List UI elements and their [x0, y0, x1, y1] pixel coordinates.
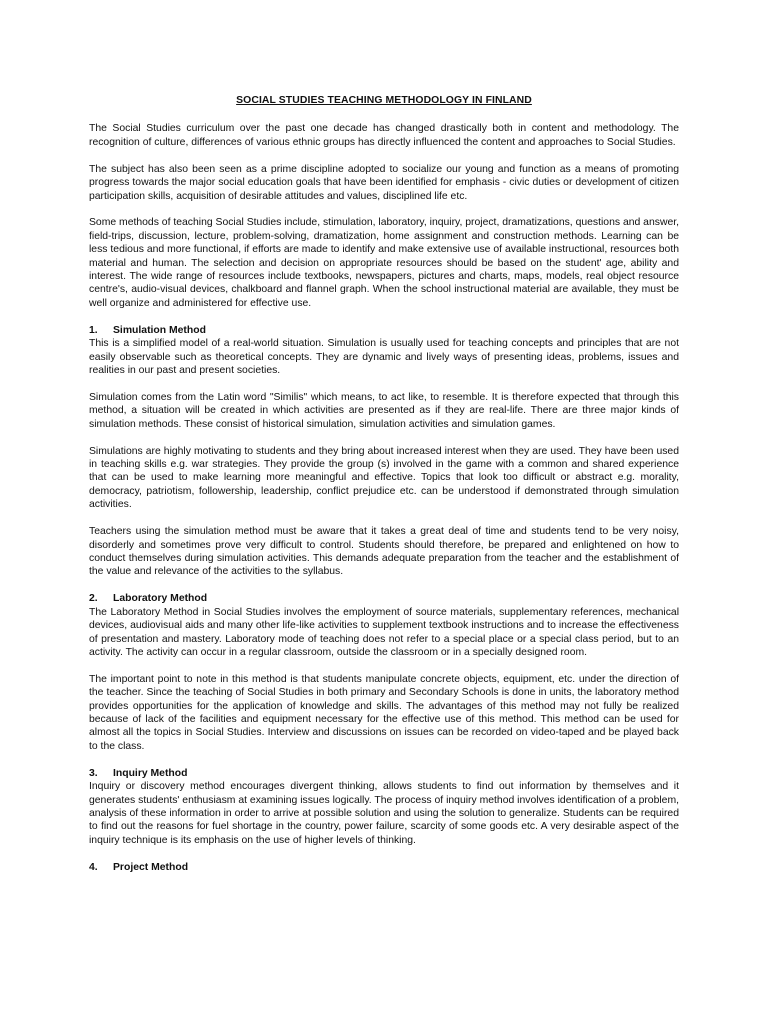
- document-page: [89, 94, 679, 874]
- section-paragraph: Teachers using the simulation method must be aware that it takes a great deal of time and students tend to be very noisy, disorderly and sometimes prove very difficult to control. Students should therefore, be prepared and enlightened on how to conduct themselves during simulation activities. This demands adequate preparation from the teacher and the establishment of the value and relevance of the activities to the syllabus.: [89, 526, 679, 578]
- document-title: SOCIAL STUDIES TEACHING METHODOLOGY IN FINLAND: [236, 95, 532, 106]
- section-title: Laboratory Method: [113, 593, 208, 605]
- section-title: Simulation Method: [113, 324, 206, 336]
- section-paragraph: The important point to note in this method is that students manipulate concrete objects, equipment, etc. under the direction of the teacher. Since the teaching of Social Studies in both primary and Secondary Schools is done in units, the laboratory method provides opportunities for the application of knowledge and skills. The advantages of this method may not fully be realized because of lack of the facilities and equipment necessary for the effective use of this method. This method can be used for almost all the topics in Social Studies. Interview and discussions on issues can be recorded on video-taped and be played back to the class.: [89, 673, 679, 752]
- section-paragraph: Inquiry or discovery method encourages divergent thinking, allows students to find out information by themselves and it generates students' enthusiasm at examining issues logically. The process of inquiry method involves identification of a problem, analysis of these information in order to arrive at possible solution and using the solution to generalize. Students can be required to find out the reasons for fuel shortage in the country, power failure, scarcity of some goods etc. A very desirable aspect of the inquiry technique is its emphasis on the use of higher levels of thinking.: [89, 781, 679, 846]
- section-title: Project Method: [113, 861, 189, 873]
- intro-paragraph: The subject has also been seen as a prime discipline adopted to socialize our young and function as a means of promoting progress towards the major social education goals that have been identified for emphasis - civic duties or development of citizen participation skills, acquisition of desirable attitudes and values, disciplined life etc.: [89, 163, 679, 202]
- section-heading-laboratory: [89, 592, 679, 605]
- intro-paragraph: Some methods of teaching Social Studies include, stimulation, laboratory, inquiry, project, dramatizations, questions and answer, field-trips, discussion, lecture, problem-solving, dramatization, home assignment and construction methods. Learning can be less tedious and more functional, if efforts are made to identify and make extensive use of available instructional, resources both material and human. The selection and decision on appropriate resources should be based on the student' age, ability and interest. The wide range of resources include textbooks, newspapers, pictures and charts, maps, models, real object resource centre's, audio-visual devices, chalkboard and flannel graph. When the school instructional material are available, they must be well organize and administered for effective use.: [89, 217, 679, 309]
- section-number: 1.: [89, 324, 98, 336]
- section-paragraph: Simulation comes from the Latin word "Similis" which means, to act like, to resemble. It is therefore expected that through this method, a situation will be created in which activities are presented as if they are real-life. There are three major kinds of simulation methods. These consist of historical simulation, simulation activities and simulation games.: [89, 391, 679, 430]
- section-paragraph: The Laboratory Method in Social Studies involves the employment of source materials, supplementary references, mechanical devices, audiovisual aids and many other life-like activities to supplement textbook instructions and to increase the effectiveness of presentation and mastery. Laboratory mode of teaching does not refer to a special place or a special class period, but to an activity. The activity can occur in a regular classroom, outside the classroom or in a specially designed room.: [89, 606, 679, 658]
- section-title: Inquiry Method: [113, 767, 188, 779]
- section-heading-project: [89, 861, 679, 874]
- section-number: 3.: [89, 767, 98, 779]
- intro-paragraph: The Social Studies curriculum over the past one decade has changed drastically both in content and methodology. The recognition of culture, differences of various ethnic groups has directly influenced the content and approaches to Social Studies.: [89, 123, 679, 148]
- section-number: 2.: [89, 593, 98, 605]
- section-heading-inquiry: [89, 767, 679, 780]
- section-paragraph: Simulations are highly motivating to students and they bring about increased interest when they are used. They have been used in teaching skills e.g. war strategies. They provide the group (s) involved in the game with a common and shared experience that can be used to make learning more meaningful and effective. Topics that look too difficult or abstract e.g. morality, democracy, patriotism, followership, leadership, conflict prejudice etc. can be understood if demonstrated through simulation activities.: [89, 445, 679, 511]
- section-heading-simulation: [89, 324, 679, 337]
- section-number: 4.: [89, 861, 98, 873]
- section-paragraph: This is a simplified model of a real-world situation. Simulation is usually used for teaching concepts and principles that are not easily observable such as theoretical concepts. They are dynamic and lively ways of presenting ideas, problems, issues and realities in our past and present societies.: [89, 338, 679, 376]
